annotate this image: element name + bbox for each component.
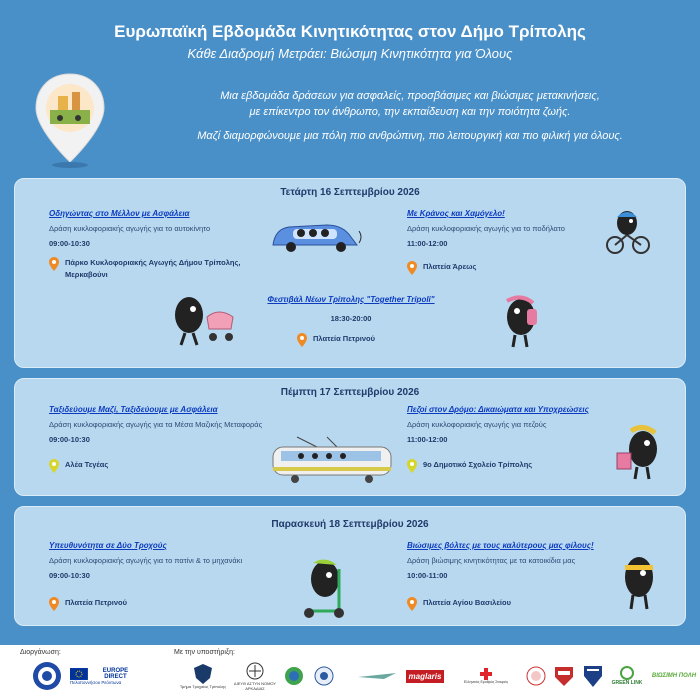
airline-logo — [354, 659, 400, 693]
location-pin-icon — [407, 459, 417, 473]
intro-text — [150, 88, 670, 152]
red-cross-label: Ελληνικός Ερυθρός Σταυρός — [463, 680, 509, 684]
event-location — [49, 597, 209, 611]
coat-of-arms-icon — [246, 661, 264, 681]
day-title: Τετάρτη 16 Σεπτεμβρίου 2026 — [280, 187, 420, 198]
location-line: Πλατεία Πετρινού — [65, 598, 127, 607]
event-item — [215, 295, 487, 323]
maglaris-label: maglaris — [406, 670, 445, 683]
event-location — [407, 261, 607, 275]
school-seal-logo — [524, 659, 548, 693]
event-location — [49, 257, 279, 281]
location-pin-icon — [49, 459, 59, 473]
event-name[interactable]: Υπευθυνότητα σε Δύο Τροχούς — [49, 541, 167, 550]
day-card-wednesday — [14, 178, 686, 368]
intro-line-3: Μαζί διαμορφώνουμε μια πόλη πιο ανθρώπινη, πιο λειτουργική και πιο φιλική για όλους. — [197, 130, 623, 142]
event-location — [49, 459, 209, 473]
scooter-character-illustration — [295, 555, 355, 626]
police-badge-icon — [194, 664, 212, 684]
location-line: 9ο Δημοτικό Σχολείο Τρίπολης — [423, 460, 533, 469]
location-line: Αλέα Τεγέας — [65, 460, 109, 469]
eu-flag-icon — [70, 668, 88, 680]
leaf-icon — [620, 666, 634, 680]
location-line: Πάρκο Κυκλοφοριακής Αγωγής Δήμου Τρίπολης, — [65, 258, 241, 267]
club-badge-logo — [552, 659, 576, 693]
intro-line-1: Μια εβδομάδα δράσεων για ασφαλείς, προσβάσιμες και βιώσιμες μετακινήσεις, — [220, 90, 600, 102]
pet-walker-character-illustration — [615, 547, 665, 618]
stroller-character-illustration — [167, 289, 247, 354]
europe-direct-subtitle: Πελοποννήσου Ρεόντωνα — [70, 679, 122, 685]
event-item — [49, 209, 289, 248]
red-cross-icon — [480, 668, 492, 680]
location-line: Πλατεία Αγίου Βασιλείου — [423, 598, 511, 607]
intro-line-2: με επίκεντρο τον άνθρωπο, την εκπαίδευση και την ποιότητα ζωής. — [249, 106, 571, 118]
event-location — [407, 597, 607, 611]
event-time: 11:00-12:00 — [407, 239, 448, 248]
event-location — [407, 459, 607, 473]
event-description: Δράση κυκλοφοριακής αγωγής για τα Μέσα Μαζικής Μεταφοράς — [49, 420, 263, 429]
tram-illustration — [267, 435, 397, 490]
event-description: Δράση βιώσιμης κινητικότητας με τα κατοικίδια μας — [407, 556, 576, 565]
event-time: 11:00-12:00 — [407, 435, 448, 444]
red-cross-logo — [458, 659, 514, 693]
event-description: Δράση κυκλοφοριακής αγωγής για το αυτοκίνητο — [49, 224, 211, 233]
europe-direct-name: EUROPE DIRECT — [102, 667, 129, 680]
event-item — [49, 541, 309, 580]
footer-sponsors — [0, 645, 700, 700]
pedestrian-character-illustration — [615, 423, 665, 488]
viosimi-poli-label: ΒΙΩΣΙΜΗ ΠΟΛΗ — [651, 673, 697, 679]
day-title: Πέμπτη 17 Σεπτεμβρίου 2026 — [280, 387, 420, 398]
police-directorate-logo — [230, 659, 280, 693]
location-line: Πλατεία Πετρινού — [313, 334, 375, 343]
green-link-logo — [610, 659, 644, 693]
organizer-label: Διοργάνωση: — [20, 649, 61, 656]
event-name[interactable]: Φεστιβάλ Νέων Τρίπολης "Together Tripoli" — [267, 295, 435, 304]
event-name[interactable]: Ταξιδεύουμε Μαζί, Ταξιδεύουμε με Ασφάλεια — [49, 405, 218, 414]
event-time: 09:00-10:30 — [49, 239, 90, 248]
day-card-friday — [14, 506, 686, 626]
page-title: Ευρωπαϊκή Εβδομάδα Κινητικότητας στον Δήμο Τρίπολης — [114, 22, 586, 41]
shield-crest-logo — [580, 659, 606, 693]
support-label: Με την υποστήριξη: — [174, 649, 235, 656]
event-time: 10:00-11:00 — [407, 571, 448, 580]
event-name[interactable]: Βιώσιμες βόλτες με τους καλύτερους μας φίλους! — [407, 541, 594, 550]
car-illustration — [267, 217, 367, 262]
europe-direct-logo — [70, 659, 140, 693]
day-title: Παρασκευή 18 Σεπτεμβρίου 2026 — [271, 519, 429, 530]
event-description: Δράση κυκλοφοριακής αγωγής για πεζούς — [407, 420, 547, 429]
map-pin-logo — [30, 70, 110, 170]
event-description: Δράση κυκλοφοριακής αγωγής για το πατίνι & το μηχανάκι — [49, 556, 243, 565]
traffic-police-logo — [178, 659, 228, 693]
location-pin-icon — [49, 257, 59, 271]
event-name[interactable]: Οδηγώντας στο Μέλλον με Ασφάλεια — [49, 209, 190, 218]
event-name[interactable]: Με Κράνος και Χαμόγελο! — [407, 209, 505, 218]
location-pin-icon — [297, 333, 307, 347]
backpack-character-illustration — [491, 289, 551, 354]
event-time: 18:30-20:00 — [330, 314, 372, 323]
green-circle-logo — [282, 659, 306, 693]
municipality-seal-logo — [30, 659, 64, 693]
blue-seal-logo — [312, 659, 336, 693]
maglaris-logo — [402, 659, 448, 693]
traffic-dept-label: Τμήμα Τροχαίας Τρίπολης — [179, 683, 227, 689]
event-location — [297, 333, 457, 347]
location-pin-icon — [407, 261, 417, 275]
page-subtitle: Κάθε Διαδρομή Μετράει: Βιώσιμη Κινητικότητα για Όλους — [187, 46, 513, 61]
day-card-thursday — [14, 378, 686, 496]
location-line: Μερκαβούνι — [65, 270, 108, 279]
event-time: 09:00-10:30 — [49, 571, 90, 580]
police-dept-label: ΔΙΕΥΘ ΑΣΤΥΝ ΝΟΜΟΥ ΑΡΚΑΔΙΑΣ — [233, 681, 277, 691]
viosimi-poli-logo — [650, 659, 698, 693]
green-link-label: GREEN LINK — [611, 680, 643, 686]
event-time: 09:00-10:30 — [49, 435, 90, 444]
location-pin-icon — [49, 597, 59, 611]
location-pin-icon — [407, 597, 417, 611]
location-line: Πλατεία Άρεως — [423, 262, 477, 271]
cyclist-illustration — [603, 205, 653, 260]
event-name[interactable]: Πεζοί στον Δρόμο: Δικαιώματα και Υποχρεώσεις — [407, 405, 589, 414]
event-description: Δράση κυκλοφοριακής αγωγής για το ποδήλατο — [407, 224, 565, 233]
